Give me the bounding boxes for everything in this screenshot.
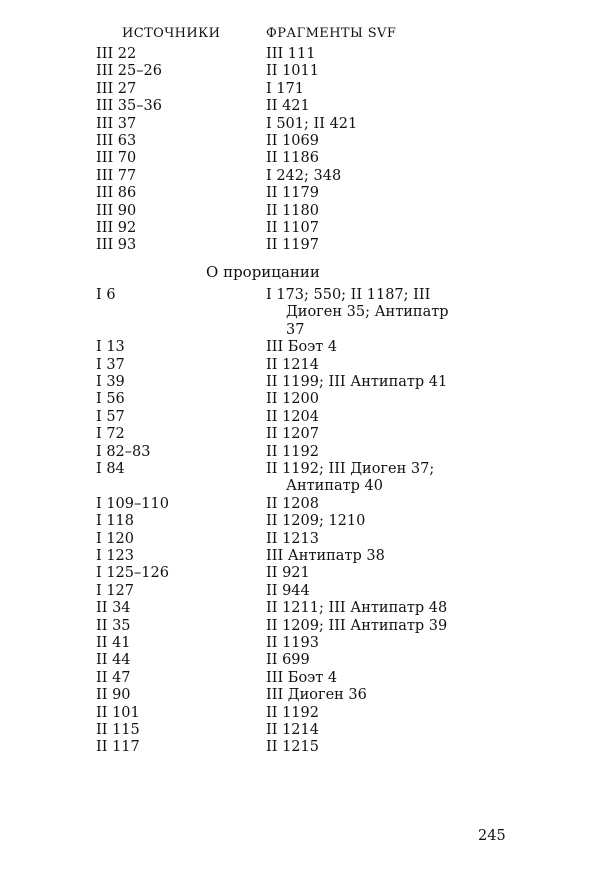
index-row [96,409,496,426]
index-row [96,496,496,513]
fragment-reference: II 1200 [266,391,319,408]
index-row [96,600,496,617]
index-row [96,391,496,408]
source-reference: I 72 [96,426,125,443]
source-reference: I 123 [96,547,135,564]
index-row [96,357,496,374]
fragment-reference: II 1214 [266,356,319,373]
source-reference: III 35–36 [96,98,162,115]
source-reference: I 125–126 [96,565,169,582]
source-reference: III 37 [96,115,137,132]
index-row [96,705,496,722]
fragment-reference: II 1211; III Антипатр 48 [266,600,448,617]
source-reference: II 47 [96,669,131,686]
index-row [96,237,496,254]
fragment-reference: II 421 [266,98,310,115]
source-reference: III 90 [96,202,137,219]
source-reference: III 92 [96,220,137,237]
index-row [96,687,496,704]
source-reference: III 22 [96,46,137,62]
page-number: 245 [478,828,506,844]
source-reference: I 56 [96,391,125,408]
fragment-reference: II 699 [266,652,310,669]
source-reference: II 35 [96,617,131,634]
source-reference: I 109–110 [96,495,169,512]
index-row [96,46,496,63]
fragment-reference: II 1213 [266,530,319,547]
fragment-reference: II 1199; III Антипатр 41 [266,373,448,390]
index-row [96,203,496,220]
source-reference: I 39 [96,373,125,390]
fragment-reference: II 1209; 1210 [266,513,366,530]
fragment-reference: II 1207 [266,426,319,443]
source-reference: II 117 [96,739,140,756]
source-reference: I 6 [96,286,116,303]
fragment-reference: II 1107 [266,220,319,237]
fragment-reference: II 1179 [266,185,319,202]
fragment-reference: II 1215 [266,739,319,756]
source-reference: I 37 [96,356,125,373]
index-row [96,81,496,98]
source-reference: II 101 [96,704,140,721]
index-row [96,168,496,185]
index-row [96,565,496,582]
fragment-reference: II 944 [266,582,310,599]
fragment-reference: III Боэт 4 [266,669,338,686]
source-reference: III 93 [96,237,137,254]
source-reference: I 120 [96,530,135,547]
index-row [96,116,496,133]
index-row [96,444,496,461]
source-reference: I 13 [96,339,125,356]
source-reference: III 25–26 [96,63,162,80]
index-row [96,548,496,565]
index-row [96,513,496,530]
fragment-reference: II 1209; III Антипатр 39 [266,617,448,634]
fragment-reference: I 501; II 421 [266,115,358,132]
index-row [96,635,496,652]
fragment-reference: III Диоген 36 [266,687,367,704]
fragment-reference: II 921 [266,565,310,582]
source-reference: II 90 [96,687,131,704]
fragment-reference: II 1193 [266,635,319,651]
index-row [96,339,496,356]
index-row [96,461,496,496]
index-row [96,133,496,150]
section-title: О прорицании [206,262,320,281]
index-row [96,150,496,167]
fragment-reference: II 1214 [266,722,319,739]
source-reference: III 63 [96,133,137,150]
index-row [96,98,496,115]
index-group-2 [96,287,496,757]
index-row [96,583,496,600]
fragment-reference: I 171 [266,80,305,97]
source-reference: I 57 [96,408,125,425]
source-reference: I 84 [96,460,125,477]
fragment-reference: I 173; 550; II 1187; III Диоген 35; Антипатр 37 [266,286,449,338]
index-page [96,26,496,757]
index-row [96,374,496,391]
fragment-reference: II 1192 [266,704,319,721]
index-row [96,652,496,669]
fragment-reference: II 1186 [266,150,319,167]
source-reference: I 82–83 [96,443,151,460]
fragment-reference: II 1204 [266,408,319,425]
source-reference: II 115 [96,722,140,739]
index-row [96,63,496,80]
fragment-reference: III Антипатр 38 [266,547,385,564]
fragment-reference: II 1011 [266,63,319,80]
source-reference: II 44 [96,652,131,669]
sources-column-header: ИСТОЧНИКИ [122,26,221,41]
source-reference: III 70 [96,150,137,167]
index-row [96,722,496,739]
fragment-reference: I 242; 348 [266,167,342,184]
source-reference: III 86 [96,185,137,202]
index-row [96,618,496,635]
fragment-reference: II 1197 [266,237,319,254]
source-reference: III 27 [96,80,137,97]
fragment-reference: III 111 [266,46,316,62]
source-reference: III 77 [96,167,137,184]
source-reference: I 118 [96,513,135,530]
index-row [96,426,496,443]
fragment-reference: II 1208 [266,495,319,512]
source-reference: II 34 [96,600,131,617]
index-row [96,287,496,339]
index-row [96,531,496,548]
index-row [96,670,496,687]
source-reference: I 127 [96,582,135,599]
index-row [96,185,496,202]
fragment-reference: II 1192 [266,443,319,460]
index-row [96,220,496,237]
table-header [96,26,496,46]
fragments-column-header: ФРАГМЕНТЫ SVF [266,26,397,41]
fragment-reference: II 1180 [266,202,319,219]
fragment-reference: III Боэт 4 [266,339,338,356]
fragment-reference: II 1069 [266,133,319,150]
source-reference: II 41 [96,635,131,651]
fragment-reference: II 1192; III Диоген 37; Антипатр 40 [266,460,435,495]
index-row [96,739,496,756]
index-group-1 [96,46,496,255]
